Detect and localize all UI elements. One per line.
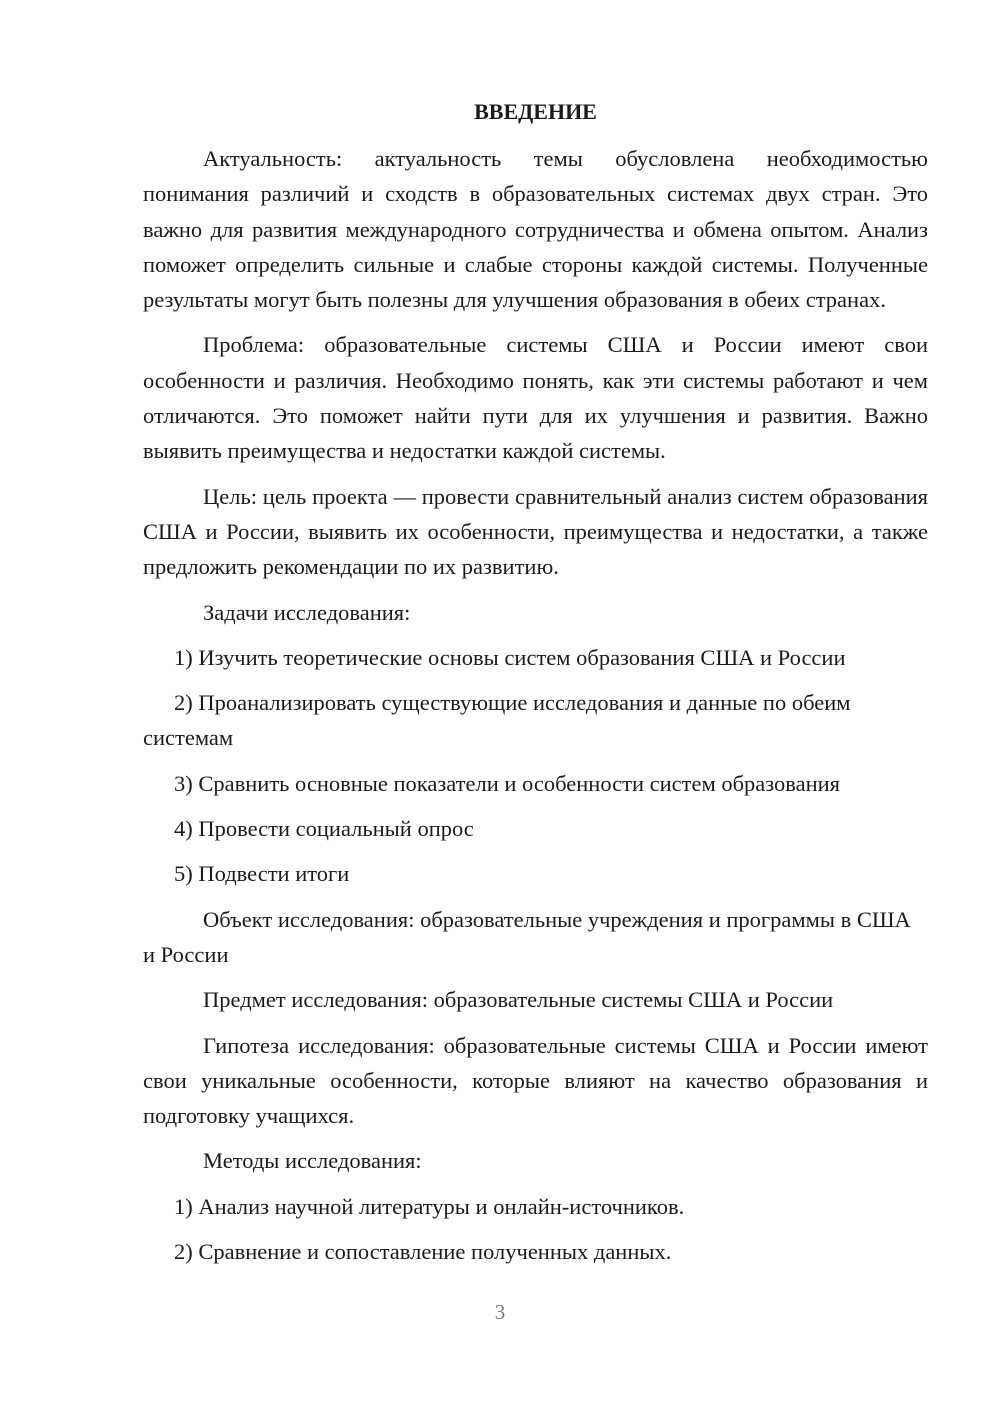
section-title: ВВЕДЕНИЕ — [474, 99, 597, 124]
paragraph-relevance: Актуальность: актуальность темы обусловлена необходимостью понимания различий и сходств в образовательных системах двух стран. Это важно для развития международного сотрудничества и обмена опытом. Анализ поможет определить сильные и слабые стороны каждой системы. Полученные результаты могут быть полезны для улучшения образования в обеих странах. — [143, 146, 928, 313]
paragraph-goal: Цель: цель проекта — провести сравнительный анализ систем образования США и России, выявить их особенности, преимущества и недостатки, а также предложить рекомендации по их развитию. — [143, 483, 928, 580]
paragraph-subject: Предмет исследования: образовательные системы США и России — [203, 987, 834, 1013]
paragraph-object: Объект исследования: образовательные учреждения и программы в США и России — [143, 906, 911, 967]
task-item: 3) Сравнить основные показатели и особенности систем образования — [174, 770, 841, 796]
tasks-heading: Задачи исследования: — [203, 599, 411, 625]
task-item: 4) Провести социальный опрос — [174, 816, 474, 842]
task-item: 2) Проанализировать существующие исследования и данные по обеим системам — [143, 690, 851, 751]
task-item: 5) Подвести итоги — [174, 861, 350, 887]
paragraph-problem: Проблема: образовательные системы США и России имеют свои особенности и различия. Необходимо понять, как эти системы работают и чем отличаются. Это поможет найти пути для их улучшения и развития. Важно выявить преимущества и недостатки каждой системы. — [143, 332, 928, 464]
method-item: 2) Сравнение и сопоставление полученных данных. — [174, 1239, 672, 1265]
document-page — [143, 94, 928, 1279]
page-number: 3 — [494, 1300, 506, 1324]
methods-heading: Методы исследования: — [203, 1148, 422, 1174]
method-item: 1) Анализ научной литературы и онлайн-источников. — [174, 1193, 685, 1219]
paragraph-hypothesis: Гипотеза исследования: образовательные системы США и России имеют свои уникальные особенности, которые влияют на качество образования и подготовку учащихся. — [143, 1032, 928, 1129]
task-item: 1) Изучить теоретические основы систем образования США и России — [174, 644, 846, 670]
